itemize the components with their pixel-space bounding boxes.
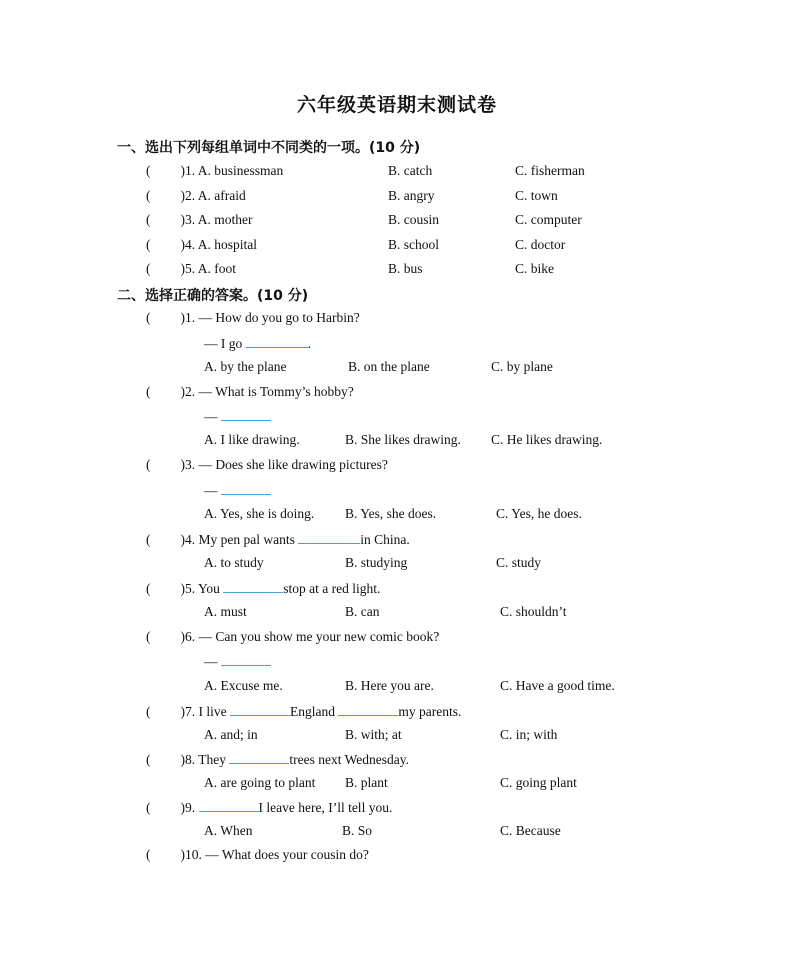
item-text: )1. A. businessman — [180, 163, 284, 178]
question-10 — [146, 847, 369, 863]
option-c: C. computer — [515, 212, 582, 227]
question-stem: )3. — Does she like drawing pictures? — [180, 457, 388, 472]
section-1-heading: 一、选出下列每组单词中不同类的一项。(10 分) — [117, 140, 421, 156]
open-paren: ( — [146, 310, 151, 325]
option-c: C. Because — [500, 823, 561, 838]
option-b: B. Yes, she does. — [345, 506, 437, 521]
question-1 — [146, 310, 360, 326]
option-b: B. on the plane — [348, 359, 430, 374]
open-paren: ( — [146, 800, 151, 815]
option-a: A. to study — [204, 555, 264, 570]
open-paren: ( — [146, 847, 151, 862]
question-6 — [146, 629, 439, 645]
option-b: B. So — [342, 823, 373, 838]
question-8 — [146, 751, 409, 768]
question-post: trees next Wednesday. — [289, 752, 409, 767]
answer-line — [204, 482, 271, 499]
option-b: B. bus — [388, 261, 423, 276]
question-2 — [146, 384, 354, 400]
option-b: B. can — [345, 604, 380, 619]
option-a: A. and; in — [204, 727, 258, 742]
option-c: C. bike — [515, 261, 554, 276]
option-c: C. doctor — [515, 237, 566, 252]
option-c: C. shouldn’t — [500, 604, 567, 619]
option-a: A. Yes, she is doing. — [204, 506, 315, 521]
answer-blank[interactable] — [230, 703, 290, 716]
open-paren: ( — [146, 237, 151, 252]
question-pre: )7. I live — [180, 704, 227, 719]
answer-blank[interactable] — [338, 703, 398, 716]
question-5 — [146, 580, 380, 597]
open-paren: ( — [146, 581, 151, 596]
answer-blank[interactable] — [221, 482, 271, 495]
item-text: )3. A. mother — [180, 212, 253, 227]
answer-blank[interactable] — [223, 580, 283, 593]
option-b: B. studying — [345, 555, 408, 570]
option-a: A. When — [204, 823, 253, 838]
answer-line — [204, 653, 271, 670]
question-9 — [146, 799, 392, 816]
option-c: C. fisherman — [515, 163, 585, 178]
question-7 — [146, 703, 461, 720]
option-b: B. with; at — [345, 727, 402, 742]
open-paren: ( — [146, 188, 151, 203]
question-stem: )6. — Can you show me your new comic book? — [180, 629, 440, 644]
option-c: C. Yes, he does. — [496, 506, 582, 521]
section-2-heading: 二、选择正确的答案。(10 分) — [117, 288, 309, 304]
question-post: my parents. — [398, 704, 462, 719]
option-a: A. are going to plant — [204, 775, 316, 790]
question-pre: )5. You — [180, 581, 220, 596]
open-paren: ( — [146, 163, 151, 178]
option-b: B. angry — [388, 188, 435, 203]
open-paren: ( — [146, 384, 151, 399]
question-pre: )9. — [180, 800, 196, 815]
answer-blank[interactable] — [221, 653, 271, 666]
question-post: I leave here, I’ll tell you. — [258, 800, 393, 815]
question-post: in China. — [360, 532, 410, 547]
open-paren: ( — [146, 457, 151, 472]
answer-line — [204, 335, 311, 352]
answer-dash: — — [204, 409, 218, 424]
question-stem: )2. — What is Tommy’s hobby? — [180, 384, 354, 399]
question-pre: )8. They — [180, 752, 226, 767]
option-b: B. plant — [345, 775, 388, 790]
open-paren: ( — [146, 704, 151, 719]
answer-blank[interactable] — [298, 531, 360, 544]
question-4 — [146, 531, 410, 548]
option-b: B. school — [388, 237, 440, 252]
answer-line — [204, 408, 271, 425]
option-a: A. I like drawing. — [204, 432, 300, 447]
option-c: C. in; with — [500, 727, 558, 742]
option-b: B. She likes drawing. — [345, 432, 461, 447]
answer-suffix: . — [307, 336, 311, 351]
open-paren: ( — [146, 261, 151, 276]
answer-blank[interactable] — [199, 799, 259, 812]
item-text: )2. A. afraid — [180, 188, 246, 203]
open-paren: ( — [146, 212, 151, 227]
option-c: C. by plane — [491, 359, 553, 374]
question-3 — [146, 457, 388, 473]
page-title: 六年级英语期末测试卷 — [296, 94, 497, 116]
option-a: A. Excuse me. — [204, 678, 283, 693]
item-text: )4. A. hospital — [180, 237, 257, 252]
answer-blank[interactable] — [229, 751, 289, 764]
answer-blank[interactable] — [246, 335, 308, 348]
answer-blank[interactable] — [221, 408, 271, 421]
question-stem: )1. — How do you go to Harbin? — [180, 310, 360, 325]
option-c: C. Have a good time. — [500, 678, 615, 693]
question-pre: )4. My pen pal wants — [180, 532, 295, 547]
question-post: stop at a red light. — [283, 581, 381, 596]
option-b: B. catch — [388, 163, 433, 178]
open-paren: ( — [146, 629, 151, 644]
item-text: )5. A. foot — [180, 261, 236, 276]
open-paren: ( — [146, 752, 151, 767]
question-stem: )10. — What does your cousin do? — [180, 847, 369, 862]
answer-dash: — — [204, 654, 218, 669]
option-c: C. He likes drawing. — [491, 432, 603, 447]
option-c: C. study — [496, 555, 542, 570]
option-a: A. must — [204, 604, 247, 619]
question-mid: England — [290, 704, 335, 719]
option-b: B. Here you are. — [345, 678, 434, 693]
option-a: A. by the plane — [204, 359, 287, 374]
open-paren: ( — [146, 532, 151, 547]
answer-dash: — — [204, 483, 218, 498]
option-b: B. cousin — [388, 212, 440, 227]
option-c: C. town — [515, 188, 558, 203]
option-c: C. going plant — [500, 775, 577, 790]
answer-prefix: — I go — [204, 336, 243, 351]
